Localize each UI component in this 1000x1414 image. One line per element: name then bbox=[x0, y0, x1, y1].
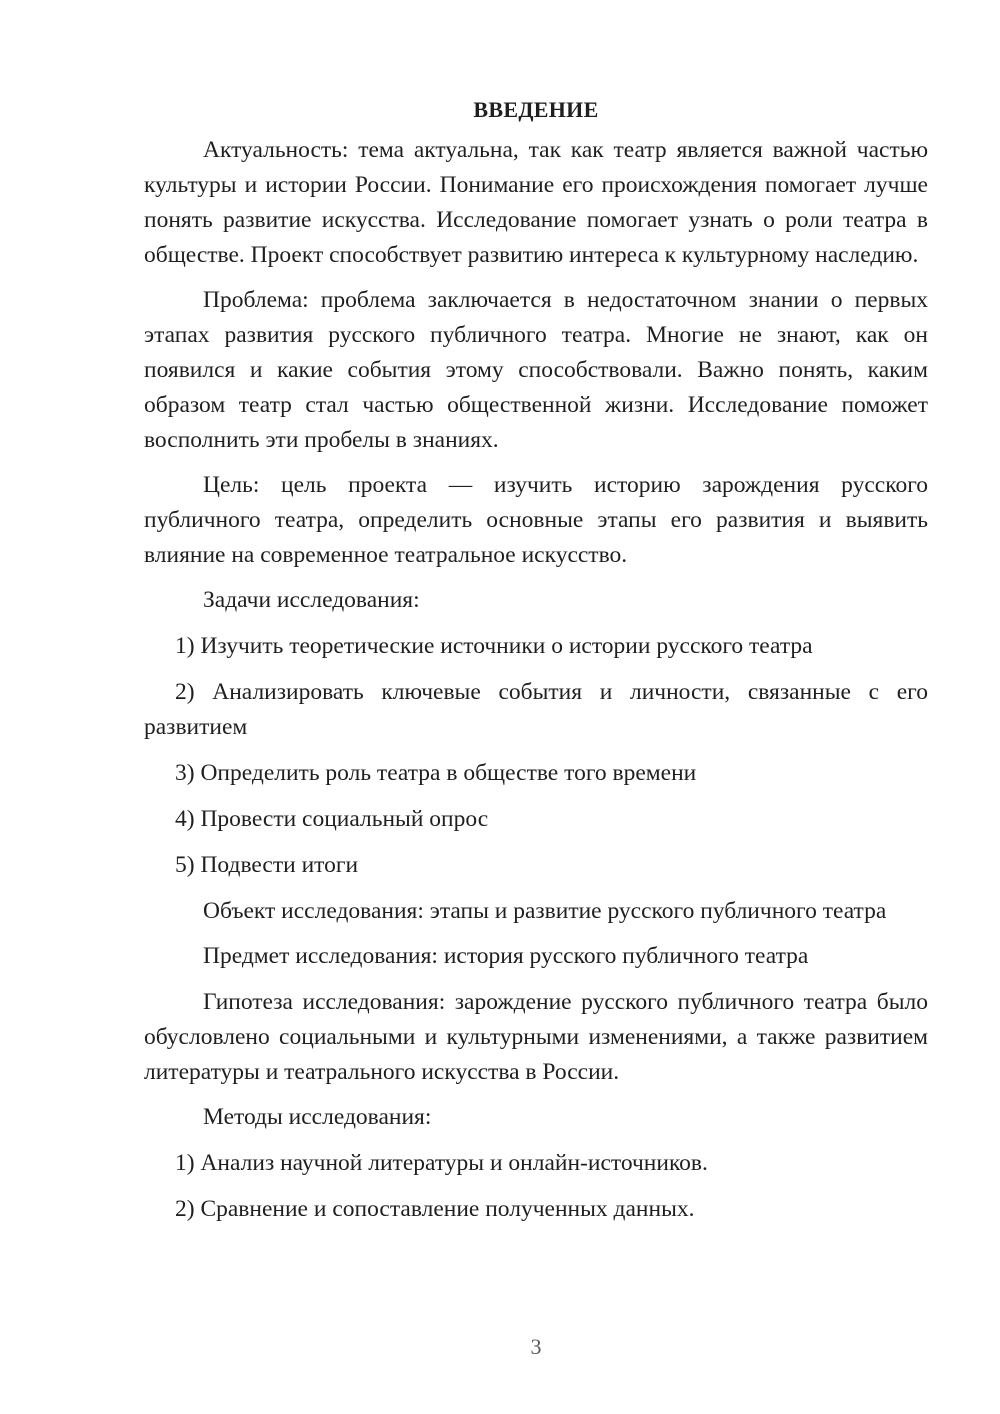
subject-paragraph: Предмет исследования: история русского публичного театра bbox=[203, 943, 809, 969]
method-item: 2) Сравнение и сопоставление полученных данных. bbox=[175, 1196, 695, 1222]
goal-paragraph: Цель: цель проекта — изучить историю зарождения русского публичного театра, определить основные этапы его развития и выявить влияние на современное театральное искусство. bbox=[144, 472, 928, 568]
task-item: 2) Анализировать ключевые события и личности, связанные с его развитием bbox=[144, 679, 928, 740]
problem-paragraph: Проблема: проблема заключается в недостаточном знании о первых этапах развития русского публичного театра. Многие не знают, как он появился и какие события этому способствовали. Важно понять, каким образом театр стал частью общественной жизни. Исследование поможет восполнить эти пробелы в знаниях. bbox=[144, 287, 928, 453]
hypothesis-paragraph: Гипотеза исследования: зарождение русского публичного театра было обусловлено социальными и культурными изменениями, а также развитием литературы и театрального искусства в России. bbox=[144, 989, 928, 1085]
tasks-label: Задачи исследования: bbox=[203, 587, 420, 613]
object-paragraph: Объект исследования: этапы и развитие русского публичного театра bbox=[203, 898, 887, 924]
task-item: 3) Определить роль театра в обществе того времени bbox=[175, 760, 697, 786]
relevance-paragraph: Актуальность: тема актуальна, так как театр является важной частью культуры и истории России. Понимание его происхождения помогает лучше понять развитие искусства. Исследование помогает узнать о роли театра в обществе. Проект способствует развитию интереса к культурному наследию. bbox=[144, 137, 928, 268]
task-item: 4) Провести социальный опрос bbox=[175, 806, 489, 832]
task-item: 5) Подвести итоги bbox=[175, 852, 359, 878]
method-item: 1) Анализ научной литературы и онлайн-источников. bbox=[175, 1150, 708, 1176]
page-number: 3 bbox=[530, 1334, 542, 1359]
page-title: ВВЕДЕНИЕ bbox=[473, 97, 599, 122]
page-content bbox=[144, 92, 928, 1238]
task-item: 1) Изучить теоретические источники о истории русского театра bbox=[175, 633, 813, 659]
methods-label: Методы исследования: bbox=[203, 1104, 432, 1130]
